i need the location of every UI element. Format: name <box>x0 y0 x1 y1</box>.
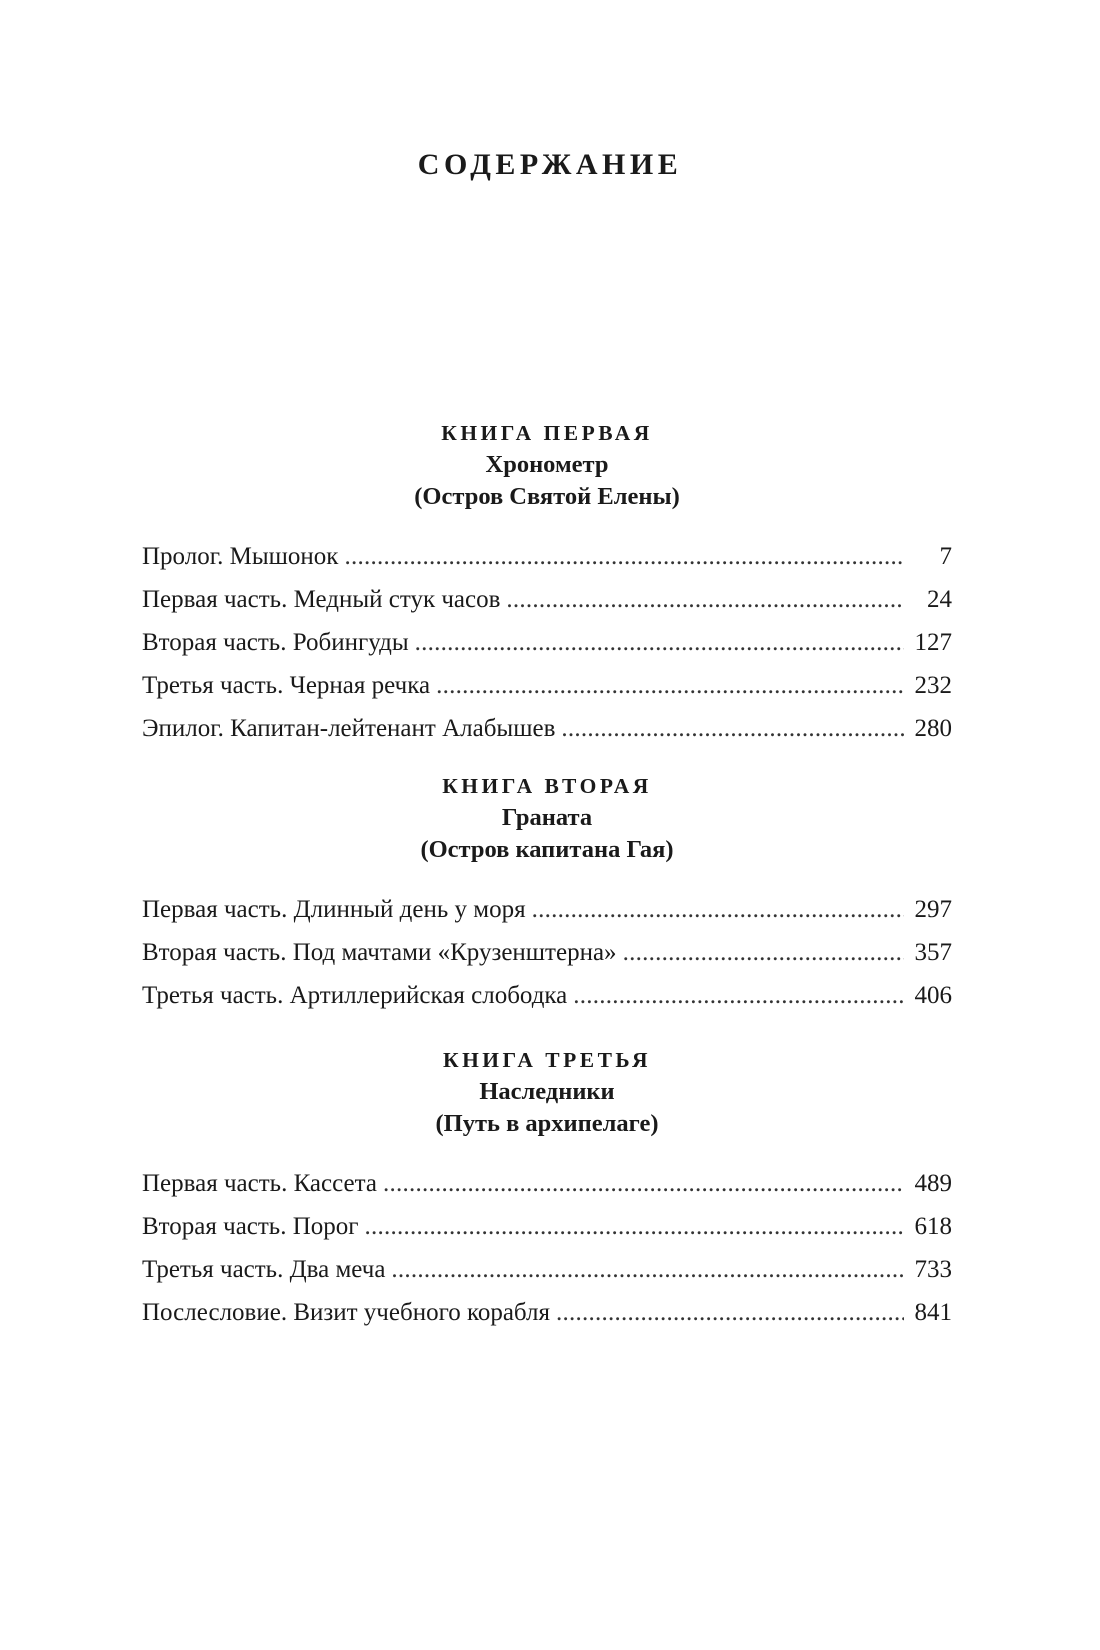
toc-entry-page: 733 <box>914 1256 952 1283</box>
toc-list <box>142 535 952 750</box>
toc-entry[interactable] <box>142 888 952 931</box>
dot-leader <box>436 664 904 707</box>
toc-entry-page: 24 <box>927 586 952 613</box>
book-subtitle: (Остров капитана Гая) <box>420 836 674 863</box>
book-name: Наследники <box>479 1078 615 1105</box>
book-subtitle: (Путь в архипелаге) <box>435 1110 659 1137</box>
dot-leader <box>561 707 904 750</box>
book-subtitle: (Остров Святой Елены) <box>414 483 680 510</box>
toc-list <box>142 1162 952 1334</box>
toc-entry[interactable] <box>142 1162 952 1205</box>
toc-entry-title: Вторая часть. Под мачтами «Крузенштерна» <box>142 939 617 966</box>
toc-entry-title: Первая часть. Медный стук часов <box>142 586 501 613</box>
toc-entry-title: Пролог. Мышонок <box>142 543 339 570</box>
toc-entry[interactable] <box>142 578 952 621</box>
toc-entry-page: 7 <box>939 543 952 570</box>
toc-entry-page: 297 <box>914 896 952 923</box>
book-section-2 <box>142 770 952 1017</box>
toc-entry-page: 280 <box>914 715 952 742</box>
toc-entry-page: 232 <box>914 672 952 699</box>
toc-entry-title: Первая часть. Длинный день у моря <box>142 896 526 923</box>
toc-entry[interactable] <box>142 535 952 578</box>
book-heading <box>142 417 952 513</box>
toc-entry[interactable] <box>142 1291 952 1334</box>
dot-leader <box>623 931 904 974</box>
toc-entry[interactable] <box>142 1248 952 1291</box>
toc-entry-title: Третья часть. Артиллерийская слободка <box>142 982 568 1009</box>
toc-entry[interactable] <box>142 707 952 750</box>
toc-entry-title: Вторая часть. Порог <box>142 1213 359 1240</box>
dot-leader <box>506 578 904 621</box>
toc-entry[interactable] <box>142 664 952 707</box>
book-label: КНИГА ТРЕТЬЯ <box>442 1048 652 1072</box>
toc-entry-title: Вторая часть. Робингуды <box>142 629 409 656</box>
book-label: КНИГА ВТОРАЯ <box>442 774 652 798</box>
toc-entry[interactable] <box>142 621 952 664</box>
dot-leader <box>365 1205 904 1248</box>
toc-entry[interactable] <box>142 1205 952 1248</box>
dot-leader <box>532 888 904 931</box>
toc-list <box>142 888 952 1017</box>
book-name: Граната <box>501 804 593 831</box>
book-label: КНИГА ПЕРВАЯ <box>441 421 653 445</box>
toc-entry[interactable] <box>142 931 952 974</box>
dot-leader <box>344 535 904 578</box>
toc-entry-title: Эпилог. Капитан-лейтенант Алабышев <box>142 715 556 742</box>
dot-leader <box>383 1162 904 1205</box>
book-heading <box>142 1044 952 1140</box>
dot-leader <box>391 1248 904 1291</box>
toc-entry-page: 357 <box>914 939 952 966</box>
dot-leader <box>556 1291 904 1334</box>
book-section-3 <box>142 1044 952 1334</box>
dot-leader <box>573 974 904 1017</box>
toc-entry-title: Третья часть. Два меча <box>142 1256 386 1283</box>
toc-entry-page: 618 <box>914 1213 952 1240</box>
toc-entry-title: Третья часть. Черная речка <box>142 672 431 699</box>
book-section-1 <box>142 417 952 750</box>
toc-entry[interactable] <box>142 974 952 1017</box>
toc-entry-title: Первая часть. Кассета <box>142 1170 377 1197</box>
toc-entry-page: 489 <box>914 1170 952 1197</box>
dot-leader <box>415 621 904 664</box>
toc-entry-title: Послесловие. Визит учебного корабля <box>142 1299 550 1326</box>
toc-entry-page: 841 <box>914 1299 952 1326</box>
toc-entry-page: 406 <box>914 982 952 1009</box>
book-heading <box>142 770 952 866</box>
book-name: Хронометр <box>485 451 609 478</box>
toc-entry-page: 127 <box>914 629 952 656</box>
page-title: СОДЕРЖАНИЕ <box>417 148 683 181</box>
